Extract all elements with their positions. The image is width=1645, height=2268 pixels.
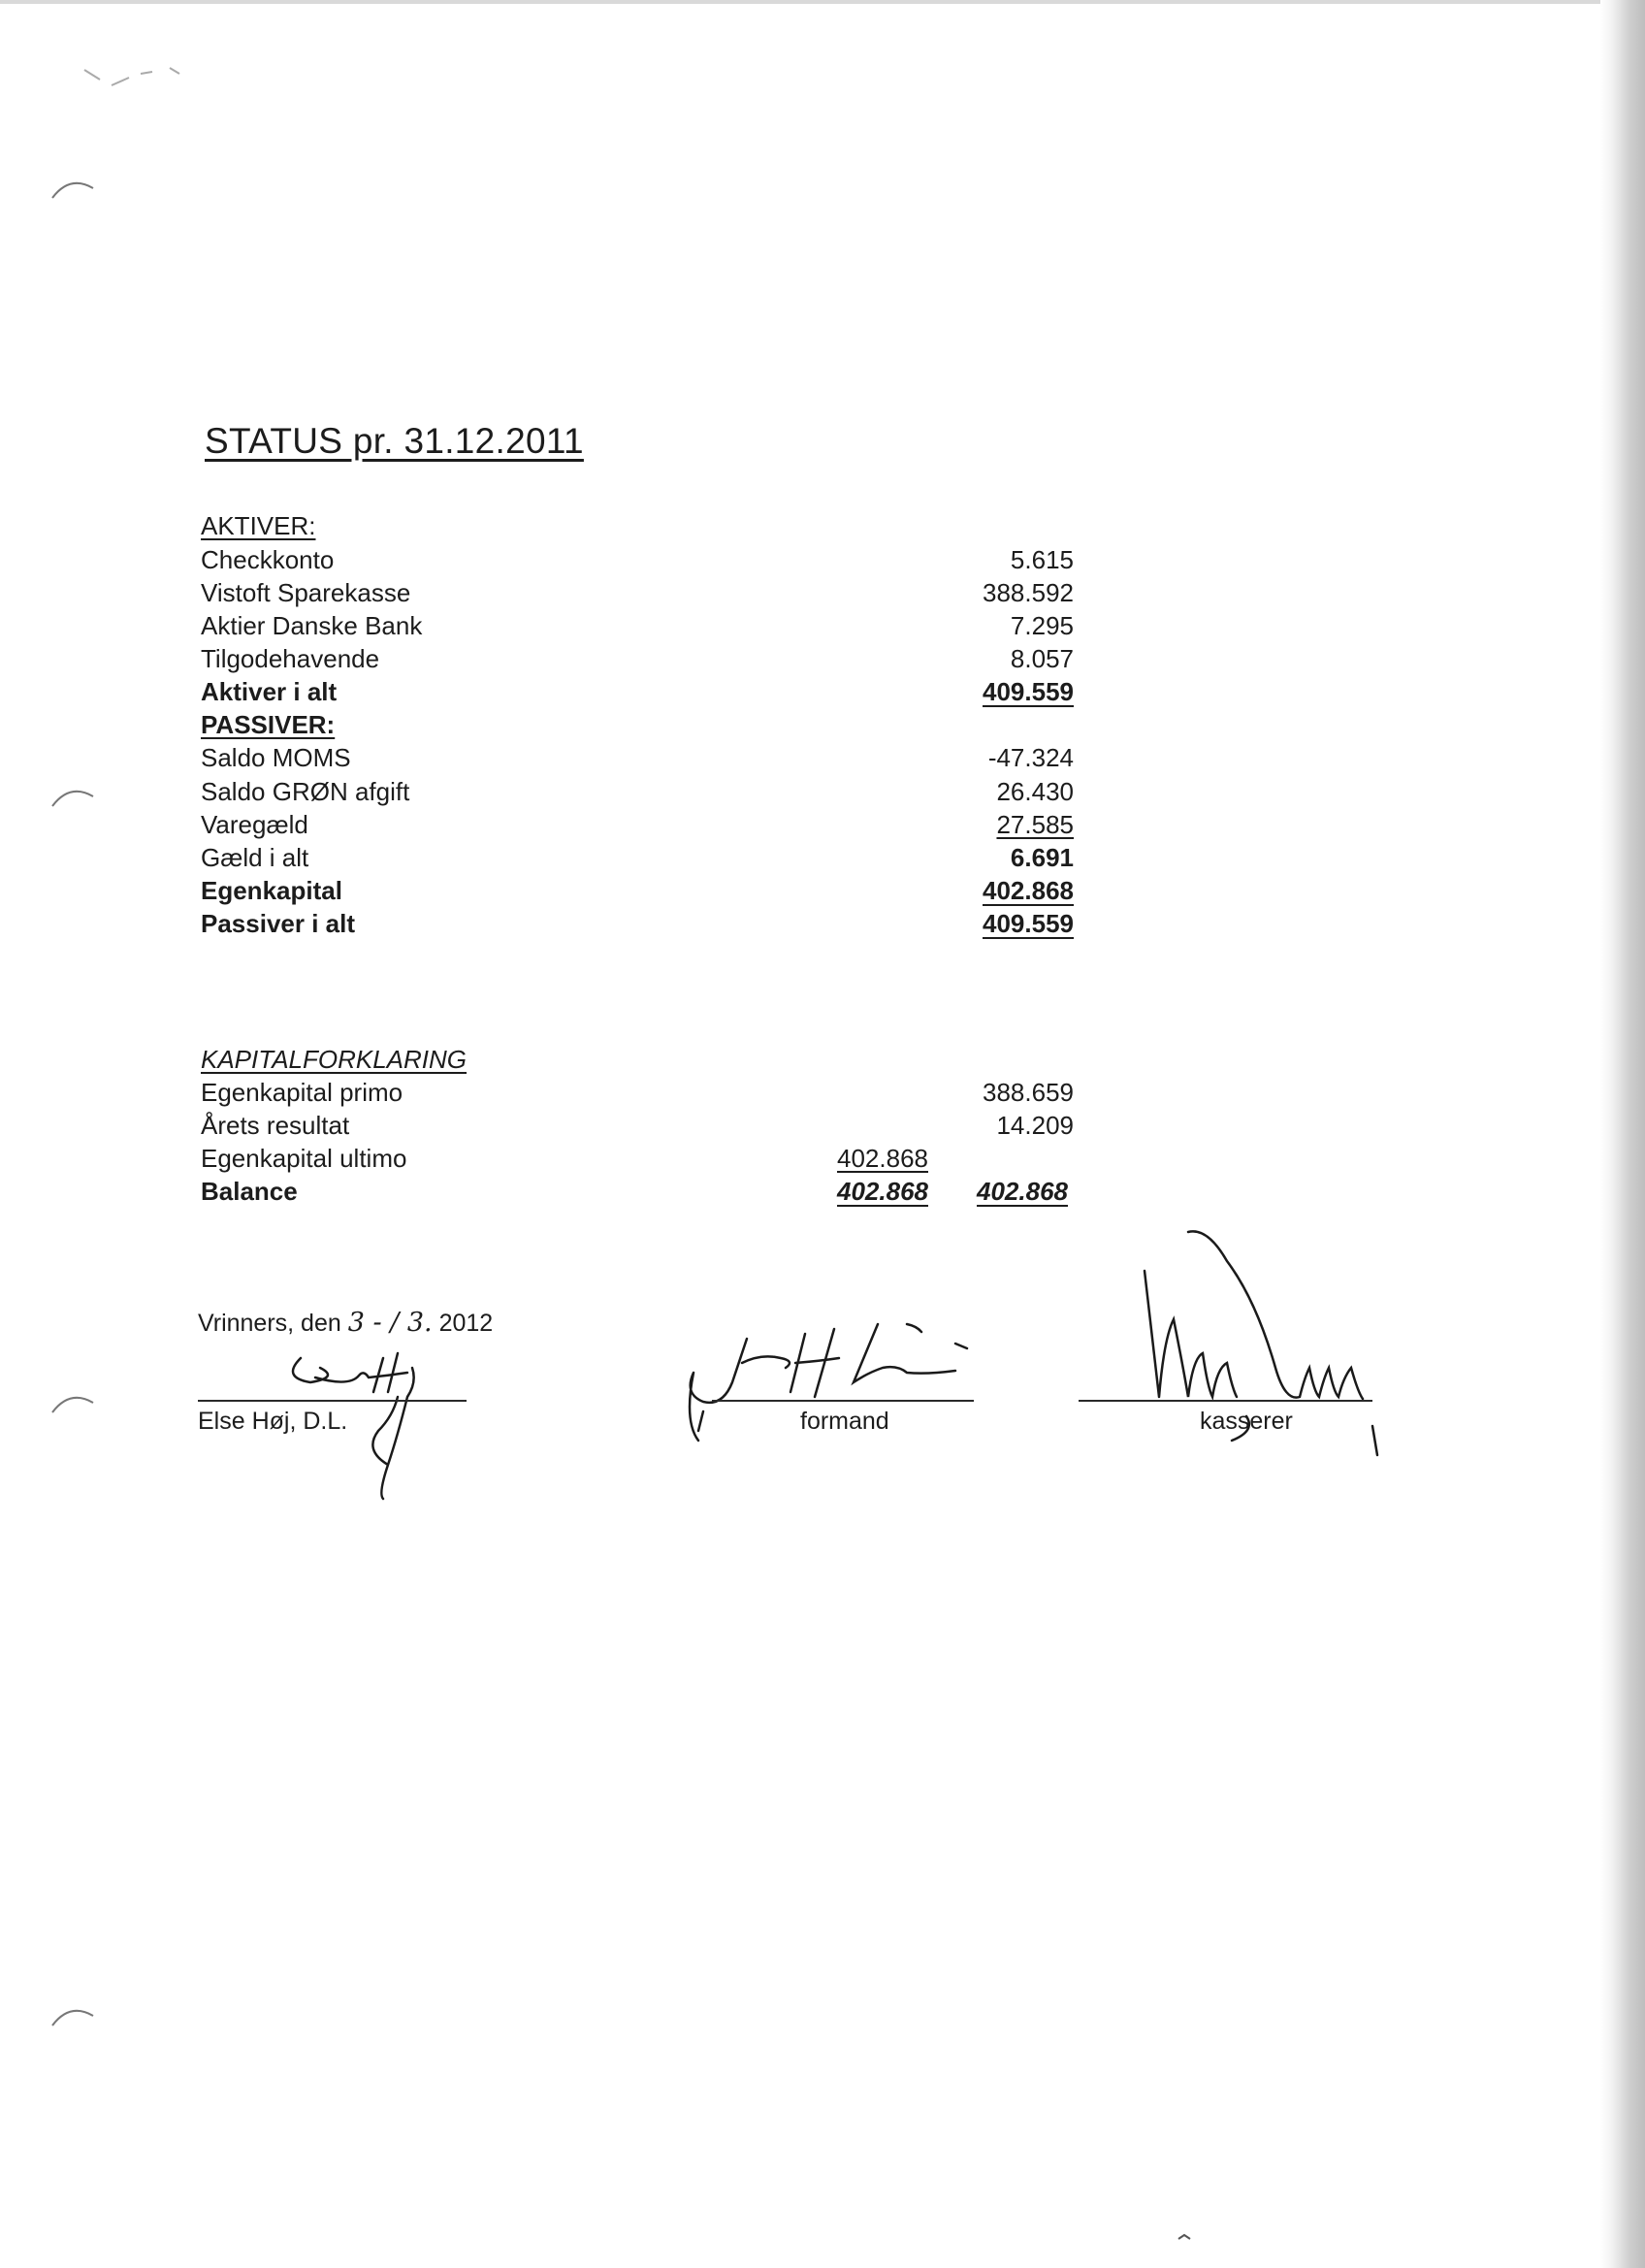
kapital-heading: KAPITALFORKLARING [201,1045,468,1074]
passiver-total-row [201,909,1074,942]
passiver-total-value: 409.559 [983,909,1074,938]
balance-value-right: 402.868 [977,1177,1068,1206]
place-prefix: Vrinners, den [198,1310,341,1337]
egenkapital-value: 402.868 [983,876,1074,905]
punch-hole-mark [50,1387,95,1416]
passiver-total-label: Passiver i alt [201,909,355,938]
row-value: -47.324 [987,743,1074,772]
row-label: Årets resultat [201,1111,350,1140]
aktiver-total-value: 409.559 [983,677,1074,706]
scan-speck [82,60,189,99]
row-value-mid: 402.868 [837,1144,928,1173]
balance-value-mid: 402.868 [837,1177,928,1206]
row-value: 14.209 [996,1111,1074,1140]
scan-edge-shadow [1600,0,1645,2268]
signer-2-caption: formand [800,1408,889,1435]
scan-edge [0,0,1645,4]
table-row [201,1078,1074,1111]
aktiver-heading-row [201,511,1074,544]
row-value: 26.430 [996,777,1074,806]
row-label: Egenkapital primo [201,1078,403,1107]
table-row [201,777,1074,810]
gaeld-total-row [201,843,1074,876]
table-row [201,578,1074,611]
aktiver-total-label: Aktiver i alt [201,677,338,706]
signature-line-1 [198,1400,467,1402]
table-row [201,644,1074,677]
row-label: Saldo GRØN afgift [201,777,410,806]
gaeld-total-value: 6.691 [1010,843,1074,872]
table-row [201,810,1074,843]
kapital-heading-row [201,1045,1074,1078]
punch-hole-mark [50,173,95,202]
aktiver-total-row [201,677,1074,710]
table-row [201,611,1074,644]
signer-1-caption: Else Høj, D.L. [198,1408,348,1435]
row-value: 5.615 [1010,545,1074,574]
passiver-heading-row [201,710,1074,743]
balance-row [201,1177,1074,1210]
row-label: Checkkonto [201,545,335,574]
document-title: STATUS pr. 31.12.2011 [205,421,584,461]
aktiver-heading: AKTIVER: [201,511,316,540]
place-date-line [198,1308,493,1338]
balance-label: Balance [201,1177,298,1206]
table-row [201,743,1074,776]
row-value: 388.592 [983,578,1074,607]
row-value: 388.659 [983,1078,1074,1107]
passiver-heading: PASSIVER: [201,710,336,739]
scan-speck [1177,2231,1196,2243]
row-label: Aktier Danske Bank [201,611,423,640]
row-label: Varegæld [201,810,308,839]
handwritten-date: 3 - / 3. [347,1308,433,1338]
punch-hole-mark [50,781,95,810]
table-row [201,1111,1074,1144]
table-row [201,545,1074,578]
signature-line-2 [712,1400,974,1402]
table-row [201,1144,1074,1177]
punch-hole-mark [50,2000,95,2029]
row-value: 27.585 [996,810,1074,839]
row-label: Egenkapital ultimo [201,1144,407,1173]
signer-3-caption: kasserer [1200,1408,1293,1435]
egenkapital-row [201,876,1074,909]
row-label: Tilgodehavende [201,644,380,673]
row-label: Saldo MOMS [201,743,351,772]
row-value: 7.295 [1010,611,1074,640]
row-value: 8.057 [1010,644,1074,673]
year: 2012 [438,1310,494,1337]
signature-line-3 [1079,1400,1372,1402]
row-label: Vistoft Sparekasse [201,578,411,607]
egenkapital-label: Egenkapital [201,876,342,905]
gaeld-total-label: Gæld i alt [201,843,309,872]
